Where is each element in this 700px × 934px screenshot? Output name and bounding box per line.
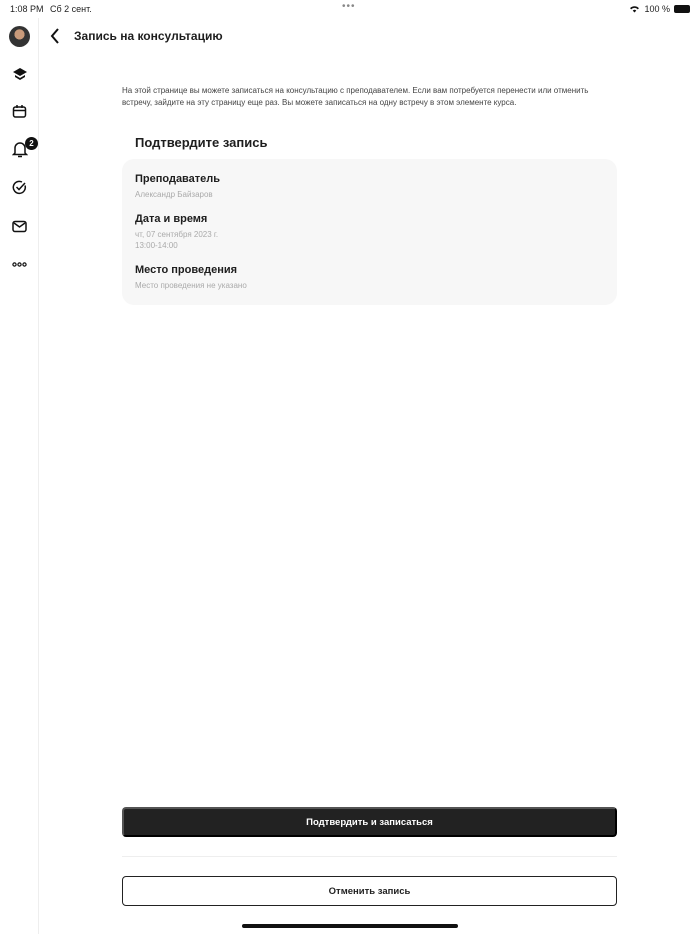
place-value: Место проведения не указано (135, 281, 247, 290)
section-title: Подтвердите запись (135, 135, 268, 150)
status-time: 1:08 PM (10, 4, 44, 14)
divider (122, 856, 617, 857)
wifi-icon (629, 5, 640, 13)
back-chevron-icon[interactable] (50, 28, 60, 44)
time-value: 13:00-14:00 (135, 241, 178, 250)
notification-badge: 2 (25, 137, 38, 150)
booking-details-card (122, 159, 617, 305)
status-bar (0, 0, 700, 18)
page-title: Запись на консультацию (74, 29, 223, 43)
page-header (50, 28, 223, 44)
cancel-button[interactable]: Отменить запись (122, 876, 617, 906)
place-label: Место проведения (135, 264, 238, 276)
teacher-value: Александр Байзаров (135, 190, 213, 199)
status-right (629, 4, 690, 14)
battery-icon (674, 5, 690, 13)
battery-percent: 100 % (644, 4, 670, 14)
courses-icon[interactable] (10, 64, 29, 83)
teacher-label: Преподаватель (135, 173, 221, 185)
sidebar (0, 18, 39, 934)
avatar[interactable] (9, 26, 30, 47)
confirm-button[interactable]: Подтвердить и записаться (122, 807, 617, 837)
more-icon[interactable] (10, 255, 29, 274)
date-value: чт, 07 сентября 2023 г. (135, 230, 219, 239)
home-indicator[interactable] (242, 924, 458, 928)
tasks-check-icon[interactable] (10, 178, 29, 197)
mail-icon[interactable] (10, 217, 29, 236)
calendar-icon[interactable] (10, 102, 29, 121)
multitask-icon[interactable]: ••• (342, 1, 356, 12)
intro-text: На этой странице вы можете записаться на консультацию с преподавателем. Если вам потребуется перенести или отменить встречу, зайдите на эту страницу еще раз. Вы можете записаться на одну встречу в этом элементе курса. (122, 86, 589, 107)
datetime-label: Дата и время (135, 213, 208, 225)
status-date: Сб 2 сент. (50, 4, 92, 14)
